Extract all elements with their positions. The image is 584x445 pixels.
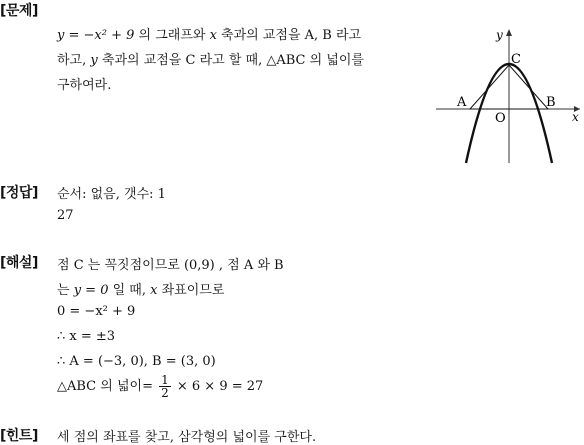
fraction-numerator: 1 xyxy=(161,373,169,387)
answer-label: [정답] xyxy=(0,185,38,201)
problem-x-var: x xyxy=(209,28,217,43)
y-axis-arrow xyxy=(506,29,512,36)
answer-line-1: 순서: 없음, 갯수: 1 xyxy=(57,187,166,202)
x-axis-label: x xyxy=(572,110,579,124)
problem-text-2a: 하고, xyxy=(57,53,91,68)
problem-text-2b: 축과의 교점을 C 라고 할 때, △ABC 의 넓이를 xyxy=(97,53,364,68)
fraction-one-half xyxy=(159,374,171,399)
problem-text-1a: 의 그래프와 xyxy=(134,28,210,43)
problem-line-2 xyxy=(57,49,364,68)
explanation-x-var: x xyxy=(150,283,158,298)
explanation-equation-2: y = 0 xyxy=(73,283,109,298)
explanation-line-6 xyxy=(57,374,263,399)
point-c-label: C xyxy=(511,52,521,67)
parabola-graph xyxy=(430,25,584,165)
problem-y-var: y xyxy=(90,53,98,68)
point-a-label: A xyxy=(457,95,467,110)
problem-equation: y = −x² + 9 xyxy=(57,28,135,43)
problem-line-3: 구하여라. xyxy=(57,78,112,93)
explanation-line-2 xyxy=(57,279,224,298)
y-axis-label: y xyxy=(496,28,503,42)
problem-text-1b: 축과의 교점을 A, B 라고 xyxy=(216,28,362,43)
explanation-text-2a: 는 xyxy=(57,283,74,298)
explanation-line-1: 점 C 는 꼭짓점이므로 (0,9) , 점 A 와 B xyxy=(57,258,284,273)
explanation-line-4: ∴ x = ±3 xyxy=(57,329,116,344)
answer-line-2: 27 xyxy=(57,208,74,223)
point-b-label: B xyxy=(546,95,556,110)
fraction-denominator: 2 xyxy=(161,386,169,400)
explanation-text-6b: × 6 × 9 = 27 xyxy=(172,379,264,394)
hint-label: [힌트] xyxy=(0,428,38,444)
explanation-text-6a: △ABC 의 넓이= xyxy=(57,379,158,394)
hint-line-1: 세 점의 좌표를 찾고, 삼각형의 넓이를 구한다. xyxy=(57,430,317,445)
explanation-text-2b: 일 때, xyxy=(108,283,151,298)
explanation-text-2c: 좌표이므로 xyxy=(157,283,225,298)
problem-label: [문제] xyxy=(0,3,38,19)
explanation-label: [해설] xyxy=(0,255,38,271)
problem-line-1 xyxy=(57,24,361,43)
origin-label: O xyxy=(495,111,506,126)
explanation-line-3: 0 = −x² + 9 xyxy=(57,304,136,319)
explanation-line-5: ∴ A = (−3, 0), B = (3, 0) xyxy=(57,354,216,369)
